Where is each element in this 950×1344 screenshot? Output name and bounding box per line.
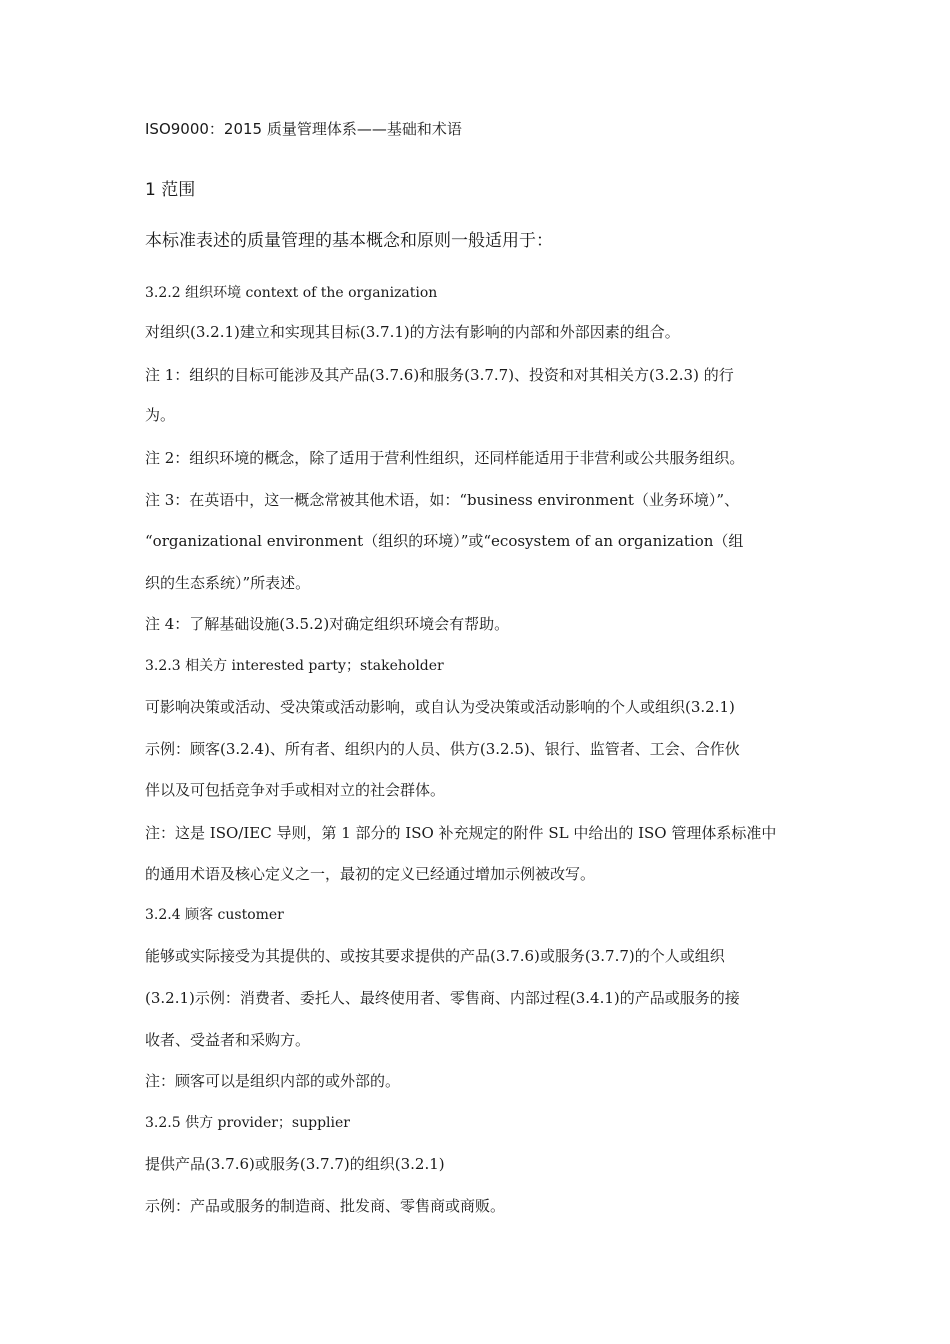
definition-line: (3.2.1)示例：消费者、委托人、最终使用者、零售商、内部过程(3.4.1)的产品或服务的接	[145, 989, 740, 1007]
note-line: 织的生态系统）”所表述。	[145, 574, 311, 592]
note-line: “organizational environment（组织的环境）”或“ecosystem of an organization（组	[145, 532, 744, 550]
note-line: 注 4：了解基础设施(3.5.2)对确定组织环境会有帮助。	[145, 615, 510, 633]
term-heading-3-2-4: 3.2.4 顾客 customer	[145, 907, 284, 923]
definition-line: 收者、受益者和采购方。	[145, 1031, 311, 1049]
example-line: 伴以及可包括竞争对手或相对立的社会群体。	[145, 781, 446, 799]
term-heading-3-2-2: 3.2.2 组织环境 context of the organization	[145, 285, 438, 301]
definition-line: 提供产品(3.7.6)或服务(3.7.7)的组织(3.2.1)	[145, 1155, 445, 1173]
intro-paragraph: 本标准表述的质量管理的基本概念和原则一般适用于：	[145, 231, 553, 251]
section-heading: 1 范围	[145, 180, 196, 200]
definition-line: 对组织(3.2.1)建立和实现其目标(3.7.1)的方法有影响的内部和外部因素的组合。	[145, 323, 680, 341]
definition-line: 可影响决策或活动、受决策或活动影响，或自认为受决策或活动影响的个人或组织(3.2.1)	[145, 698, 735, 716]
note-line: 的通用术语及核心定义之一，最初的定义已经通过增加示例被改写。	[145, 865, 596, 883]
term-heading-3-2-3: 3.2.3 相关方 interested party；stakeholder	[145, 658, 444, 674]
note-line: 注 1：组织的目标可能涉及其产品(3.7.6)和服务(3.7.7)、投资和对其相关方(3.2.3) 的行	[145, 366, 734, 384]
term-heading-3-2-5: 3.2.5 供方 provider；supplier	[145, 1115, 350, 1131]
example-line: 示例：顾客(3.2.4)、所有者、组织内的人员、供方(3.2.5)、银行、监管者、工会、合作伙	[145, 740, 740, 758]
definition-line: 能够或实际接受为其提供的、或按其要求提供的产品(3.7.6)或服务(3.7.7)的个人或组织	[145, 947, 725, 965]
note-line: 注 3：在英语中，这一概念常被其他术语，如：“business environment（业务环境）”、	[145, 491, 740, 509]
example-line: 示例：产品或服务的制造商、批发商、零售商或商贩。	[145, 1197, 506, 1215]
note-line: 为。	[145, 406, 176, 424]
note-line: 注：顾客可以是组织内部的或外部的。	[145, 1072, 401, 1090]
note-line: 注 2：组织环境的概念，除了适用于营利性组织，还同样能适用于非营利或公共服务组织。	[145, 449, 745, 467]
document-title: ISO9000：2015 质量管理体系——基础和术语	[145, 120, 462, 138]
note-line: 注：这是 ISO/IEC 导则，第 1 部分的 ISO 补充规定的附件 SL 中给出的 ISO 管理体系标准中	[145, 824, 777, 842]
